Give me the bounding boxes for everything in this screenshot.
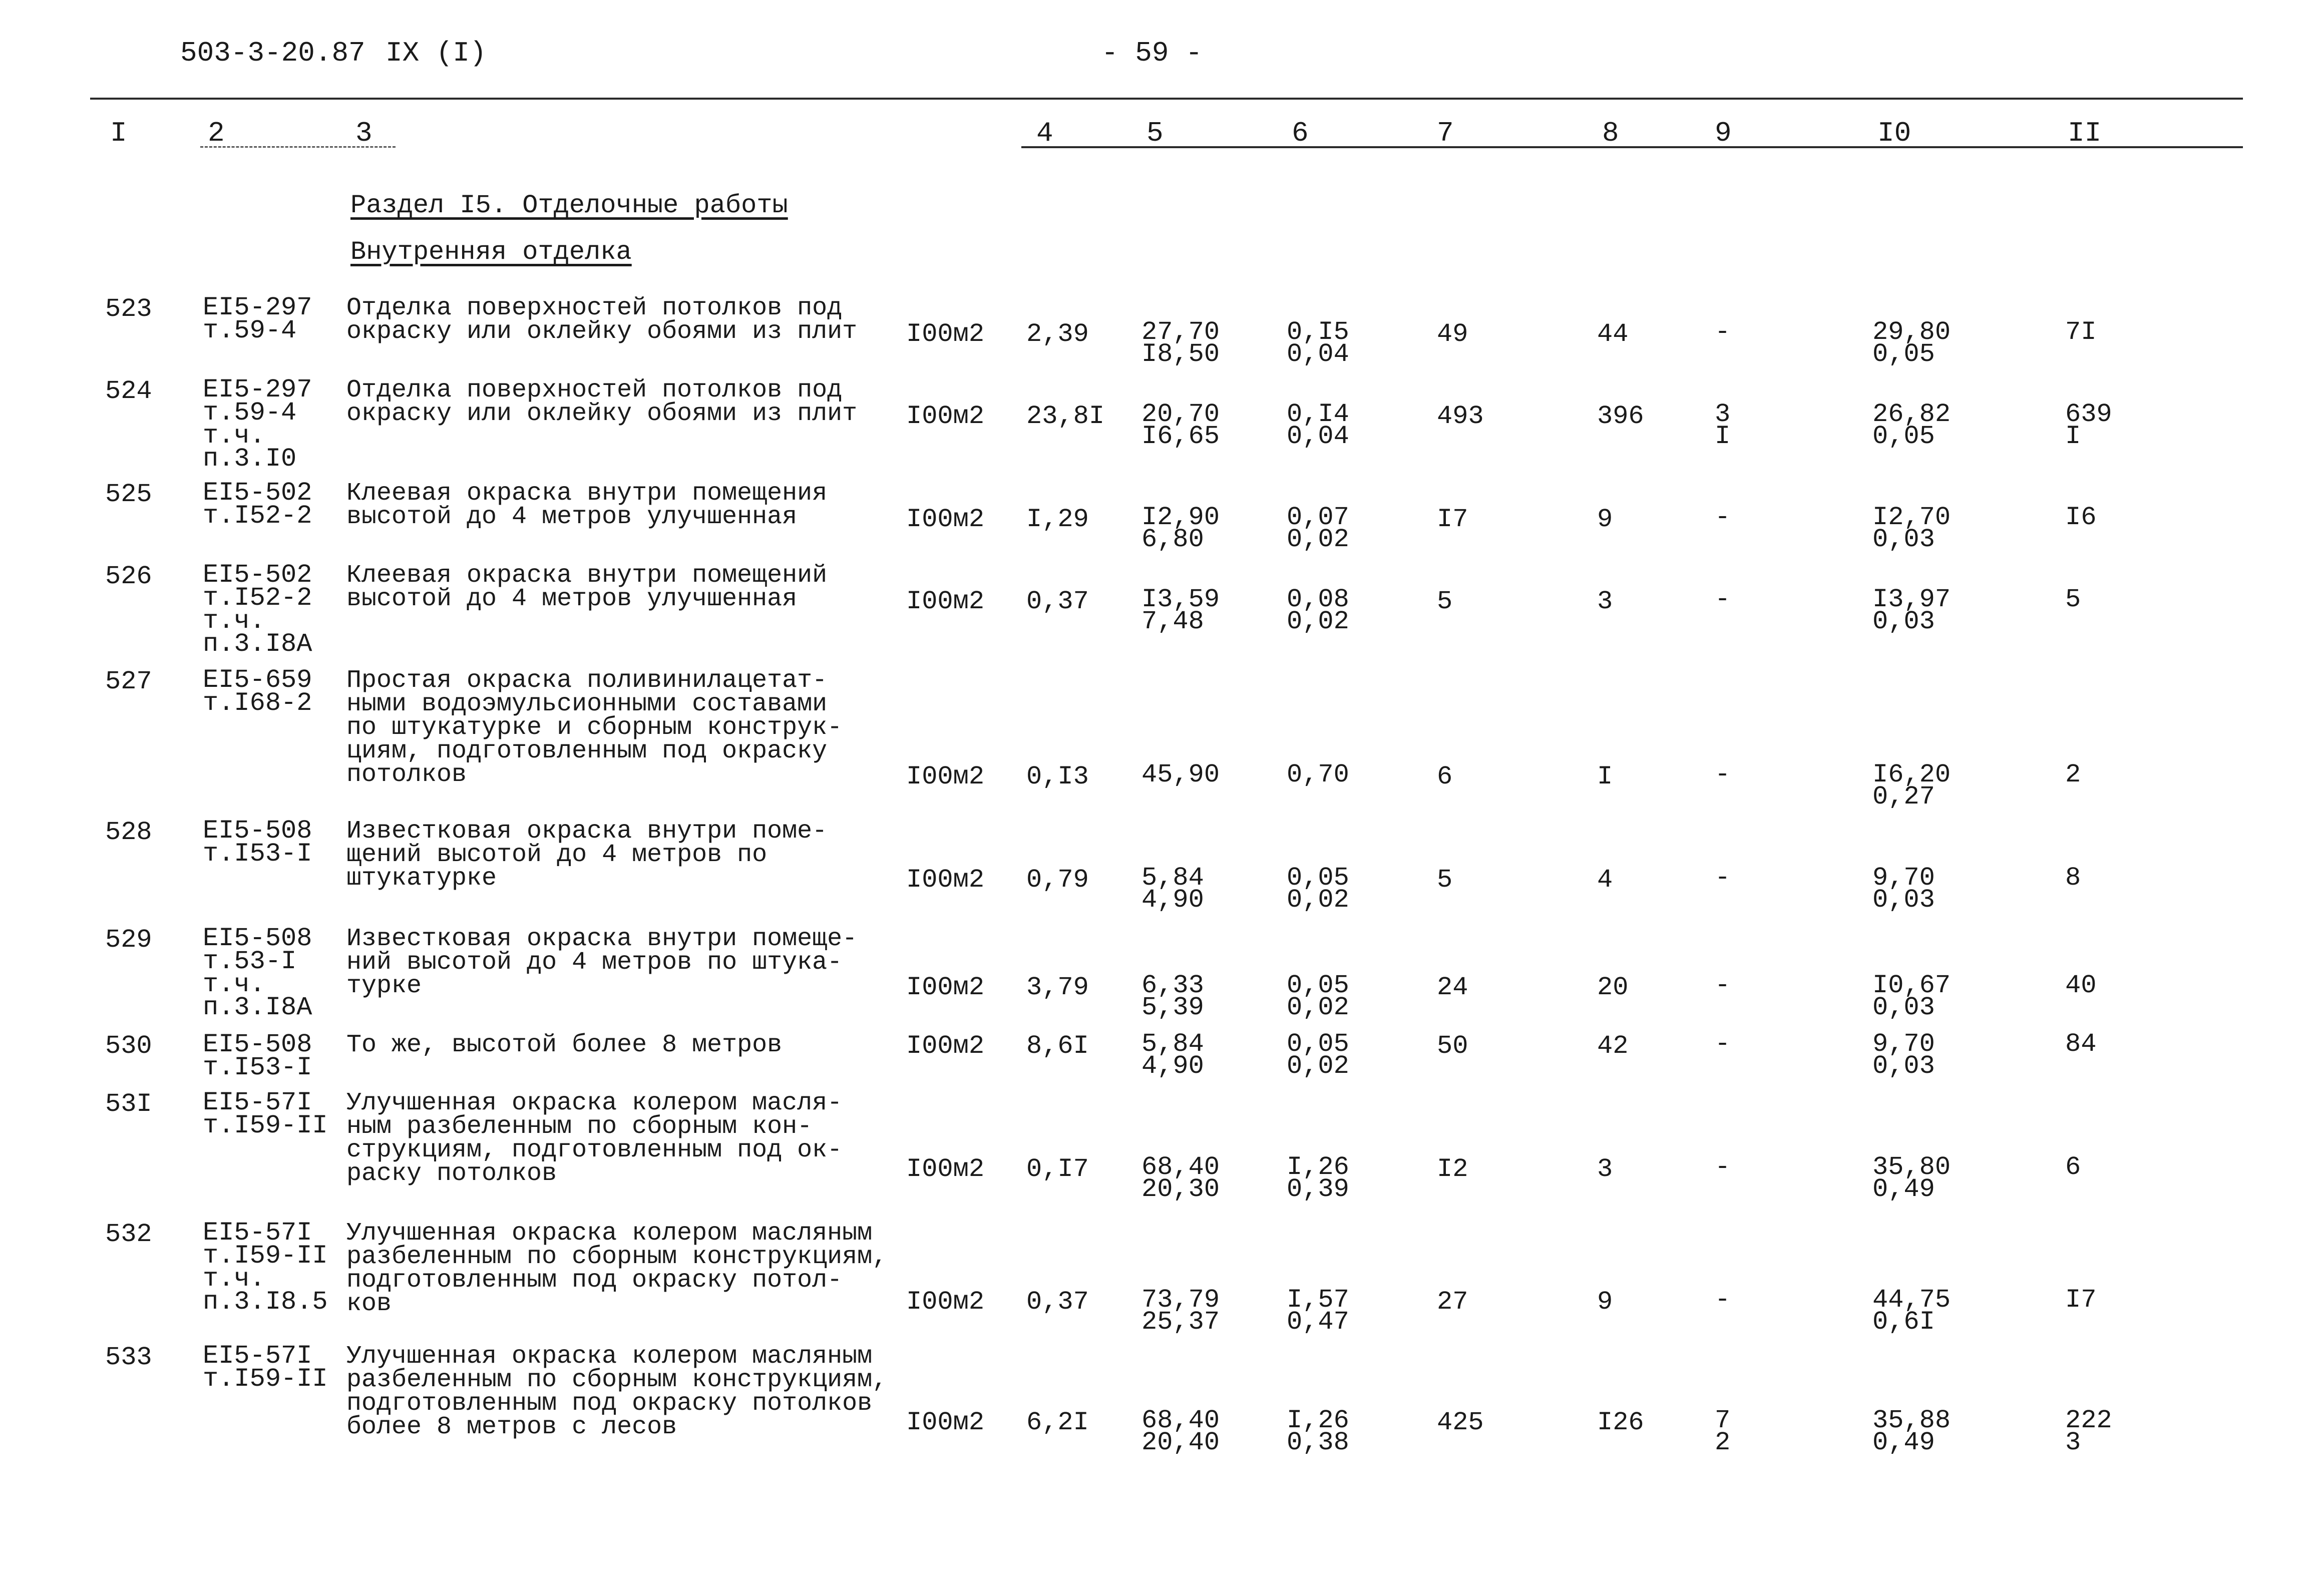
- labor-per-unit-cell: I2,70: [1872, 503, 1951, 532]
- labor-per-unit-cell: 0,03: [1872, 993, 1935, 1022]
- labor-total-cell: 3: [2065, 1428, 2081, 1457]
- work-description: Известковая окраска внутри помеще-: [346, 925, 858, 953]
- norm-code: EI5-297: [203, 293, 312, 322]
- labor-cost-cell: I,26: [1287, 1152, 1349, 1182]
- column-number: II: [2068, 117, 2102, 149]
- work-description: Улучшенная окраска колером масля-: [346, 1089, 843, 1117]
- labor-cost-cell: 0,47: [1287, 1307, 1349, 1337]
- norm-code: т.59-4: [203, 316, 297, 345]
- labor-total-cell: 222: [2065, 1406, 2112, 1435]
- wages-cell: 396: [1597, 402, 1644, 431]
- labor-per-unit-cell: 0,03: [1872, 1051, 1935, 1081]
- unit-cost-cell: I2,90: [1141, 503, 1220, 532]
- norm-code: EI5-508: [203, 816, 312, 846]
- total-cost-cell: 24: [1437, 973, 1468, 1002]
- labor-cost-cell: 0,70: [1287, 760, 1349, 789]
- wages-cell: 44: [1597, 319, 1629, 349]
- norm-code: EI5-508: [203, 1030, 312, 1059]
- total-cost-cell: 27: [1437, 1287, 1468, 1317]
- row-number: 525: [105, 480, 152, 509]
- labor-cost-cell: I,26: [1287, 1406, 1349, 1435]
- norm-code: EI5-502: [203, 560, 312, 590]
- quantity-cell: 8,6I: [1026, 1031, 1089, 1061]
- labor-total-cell: 639: [2065, 400, 2112, 429]
- labor-cost-cell: 0,02: [1287, 525, 1349, 554]
- total-cost-cell: I2: [1437, 1154, 1468, 1184]
- wages-cell: 3: [1597, 1154, 1613, 1184]
- norm-code: EI5-297: [203, 375, 312, 405]
- norm-code: EI5-57I: [203, 1341, 312, 1371]
- column-number: 5: [1146, 117, 1164, 149]
- machine-cost-cell: 2: [1715, 1428, 1731, 1457]
- labor-cost-cell: 0,02: [1287, 607, 1349, 636]
- norm-code: т.ч.: [203, 421, 265, 451]
- unit-cost-cell: 5,84: [1141, 863, 1204, 893]
- unit-cost-cell: 27,70: [1141, 317, 1220, 347]
- unit-cell: I00м2: [906, 587, 985, 616]
- norm-code: т.I68-2: [203, 688, 312, 718]
- work-description: Улучшенная окраска колером масляным: [346, 1219, 873, 1248]
- work-description: подготовленным под окраску потол-: [346, 1266, 843, 1295]
- wages-cell: 9: [1597, 505, 1613, 534]
- wages-cell: 4: [1597, 865, 1613, 895]
- unit-cost-cell: 20,30: [1141, 1174, 1220, 1204]
- labor-cost-cell: 0,04: [1287, 422, 1349, 451]
- work-description: потолков: [346, 760, 467, 789]
- work-description: окраску или оклейку обоями из плит: [346, 317, 858, 346]
- section-subtitle: Внутренняя отделка: [350, 237, 632, 267]
- column-number: I0: [1877, 117, 1911, 149]
- column-rule: [1021, 146, 2243, 148]
- work-description: Простая окраска поливинилацетат-: [346, 666, 828, 695]
- machine-cost-cell: -: [1715, 760, 1731, 789]
- total-cost-cell: 49: [1437, 319, 1468, 349]
- work-description: высотой до 4 метров улучшенная: [346, 503, 798, 531]
- unit-cell: I00м2: [906, 1408, 985, 1437]
- work-description: ным разбеленным по сборным кон-: [346, 1112, 813, 1141]
- work-description: высотой до 4 метров улучшенная: [346, 585, 798, 613]
- wages-cell: I26: [1597, 1408, 1644, 1437]
- norm-code: т.I52-2: [203, 583, 312, 613]
- quantity-cell: 23,8I: [1026, 402, 1105, 431]
- norm-code: EI5-57I: [203, 1088, 312, 1117]
- work-description: струкциям, подготовленным под ок-: [346, 1136, 843, 1164]
- norm-code: п.3.I8А: [203, 993, 312, 1022]
- work-description: турке: [346, 972, 422, 1000]
- doc-code: 503-3-20.87: [180, 37, 365, 69]
- unit-cost-cell: I3,59: [1141, 585, 1220, 614]
- unit-cell: I00м2: [906, 505, 985, 534]
- labor-per-unit-cell: 0,6I: [1872, 1307, 1935, 1337]
- column-rule: [200, 146, 396, 148]
- work-description: Улучшенная окраска колером масляным: [346, 1342, 873, 1371]
- unit-cell: I00м2: [906, 1154, 985, 1184]
- norm-code: EI5-508: [203, 924, 312, 953]
- machine-cost-cell: -: [1715, 1029, 1731, 1059]
- work-description: окраску или оклейку обоями из плит: [346, 400, 858, 428]
- quantity-cell: 0,79: [1026, 865, 1089, 895]
- row-number: 527: [105, 667, 152, 696]
- labor-total-cell: 5: [2065, 585, 2081, 614]
- unit-cost-cell: 20,70: [1141, 400, 1220, 429]
- machine-cost-cell: -: [1715, 971, 1731, 1000]
- page-number: - 59 -: [1101, 37, 1203, 69]
- row-number: 524: [105, 376, 152, 406]
- labor-per-unit-cell: 35,80: [1872, 1152, 1951, 1182]
- labor-per-unit-cell: 0,49: [1872, 1174, 1935, 1204]
- labor-total-cell: I6: [2065, 503, 2097, 532]
- machine-cost-cell: -: [1715, 1285, 1731, 1315]
- labor-per-unit-cell: 0,05: [1872, 339, 1935, 369]
- labor-per-unit-cell: 9,70: [1872, 1029, 1935, 1059]
- labor-per-unit-cell: 35,88: [1872, 1406, 1951, 1435]
- column-number: 8: [1602, 117, 1619, 149]
- labor-per-unit-cell: I3,97: [1872, 585, 1951, 614]
- labor-cost-cell: 0,05: [1287, 1029, 1349, 1059]
- norm-code: т.I59-II: [203, 1364, 328, 1394]
- labor-per-unit-cell: 0,27: [1872, 782, 1935, 812]
- header-top-rule: [90, 98, 2243, 100]
- machine-cost-cell: -: [1715, 863, 1731, 893]
- norm-code: т.I59-II: [203, 1241, 328, 1271]
- labor-cost-cell: 0,05: [1287, 863, 1349, 893]
- work-description: подготовленным под окраску потолков: [346, 1389, 873, 1418]
- unit-cell: I00м2: [906, 865, 985, 895]
- norm-code: п.3.I0: [203, 444, 297, 474]
- norm-code: т.53-I: [203, 947, 297, 976]
- quantity-cell: 6,2I: [1026, 1408, 1089, 1437]
- row-number: 533: [105, 1343, 152, 1372]
- section-title: Раздел I5. Отделочные работы: [350, 191, 788, 220]
- norm-code: п.3.I8А: [203, 629, 312, 659]
- unit-cost-cell: 6,33: [1141, 971, 1204, 1000]
- labor-per-unit-cell: 0,05: [1872, 422, 1935, 451]
- labor-total-cell: 8: [2065, 863, 2081, 893]
- labor-total-cell: 84: [2065, 1029, 2097, 1059]
- labor-per-unit-cell: I0,67: [1872, 971, 1951, 1000]
- labor-cost-cell: 0,38: [1287, 1428, 1349, 1457]
- wages-cell: 3: [1597, 587, 1613, 616]
- column-number: 6: [1292, 117, 1309, 149]
- row-number: 532: [105, 1220, 152, 1249]
- column-number: 7: [1437, 117, 1454, 149]
- unit-cost-cell: I8,50: [1141, 339, 1220, 369]
- machine-cost-cell: -: [1715, 503, 1731, 532]
- labor-total-cell: I7: [2065, 1285, 2097, 1315]
- unit-cost-cell: 7,48: [1141, 607, 1204, 636]
- work-description: циям, подготовленным под окраску: [346, 737, 828, 765]
- norm-code: т.I53-I: [203, 1053, 312, 1082]
- row-number: 530: [105, 1031, 152, 1061]
- quantity-cell: 2,39: [1026, 319, 1089, 349]
- quantity-cell: I,29: [1026, 505, 1089, 534]
- work-description: ков: [346, 1290, 392, 1318]
- work-description: Отделка поверхностей потолков под: [346, 376, 843, 405]
- labor-cost-cell: 0,I4: [1287, 400, 1349, 429]
- work-description: ний высотой до 4 метров по штука-: [346, 948, 843, 977]
- unit-cost-cell: 68,40: [1141, 1152, 1220, 1182]
- labor-cost-cell: 0,02: [1287, 885, 1349, 915]
- machine-cost-cell: -: [1715, 585, 1731, 614]
- machine-cost-cell: -: [1715, 317, 1731, 347]
- machine-cost-cell: -: [1715, 1152, 1731, 1182]
- quantity-cell: 3,79: [1026, 973, 1089, 1002]
- column-number: 9: [1715, 117, 1732, 149]
- norm-code: т.59-4: [203, 398, 297, 428]
- labor-total-cell: 2: [2065, 760, 2081, 789]
- norm-code: т.ч.: [203, 1264, 265, 1294]
- labor-total-cell: 40: [2065, 971, 2097, 1000]
- total-cost-cell: 6: [1437, 762, 1453, 791]
- labor-cost-cell: 0,02: [1287, 993, 1349, 1022]
- total-cost-cell: 425: [1437, 1408, 1484, 1437]
- unit-cost-cell: 4,90: [1141, 1051, 1204, 1081]
- work-description: более 8 метров с лесов: [346, 1413, 677, 1441]
- unit-cell: I00м2: [906, 762, 985, 791]
- row-number: 523: [105, 294, 152, 324]
- unit-cost-cell: 6,80: [1141, 525, 1204, 554]
- labor-per-unit-cell: I6,20: [1872, 760, 1951, 789]
- total-cost-cell: 493: [1437, 402, 1484, 431]
- quantity-cell: 0,37: [1026, 1287, 1089, 1317]
- unit-cell: I00м2: [906, 973, 985, 1002]
- machine-cost-cell: 7: [1715, 1406, 1731, 1435]
- labor-cost-cell: 0,08: [1287, 585, 1349, 614]
- labor-per-unit-cell: 9,70: [1872, 863, 1935, 893]
- norm-code: т.I59-II: [203, 1111, 328, 1140]
- unit-cost-cell: 4,90: [1141, 885, 1204, 915]
- unit-cell: I00м2: [906, 1287, 985, 1317]
- labor-cost-cell: 0,07: [1287, 503, 1349, 532]
- work-description: по штукатурке и сборным конструк-: [346, 713, 843, 742]
- work-description: штукатурке: [346, 864, 497, 893]
- row-number: 529: [105, 925, 152, 955]
- work-description: Клеевая окраска внутри помещения: [346, 479, 828, 508]
- labor-per-unit-cell: 26,82: [1872, 400, 1951, 429]
- doc-part: IX (I): [386, 37, 487, 69]
- row-number: 53I: [105, 1089, 152, 1119]
- total-cost-cell: 5: [1437, 865, 1453, 895]
- wages-cell: I: [1597, 762, 1613, 791]
- machine-cost-cell: I: [1715, 422, 1731, 451]
- row-number: 528: [105, 818, 152, 847]
- column-number: 3: [355, 117, 372, 149]
- row-number: 526: [105, 562, 152, 591]
- unit-cell: I00м2: [906, 319, 985, 349]
- unit-cost-cell: 25,37: [1141, 1307, 1220, 1337]
- work-description: щений высотой до 4 метров по: [346, 841, 767, 869]
- norm-code: т.ч.: [203, 970, 265, 999]
- work-description: разбеленным по сборным конструкциям,: [346, 1366, 888, 1394]
- unit-cost-cell: 73,79: [1141, 1285, 1220, 1315]
- unit-cost-cell: 5,39: [1141, 993, 1204, 1022]
- work-description: Известковая окраска внутри поме-: [346, 817, 828, 846]
- norm-code: п.3.I8.5: [203, 1287, 328, 1317]
- unit-cell: I00м2: [906, 1031, 985, 1061]
- unit-cell: I00м2: [906, 402, 985, 431]
- norm-code: EI5-57I: [203, 1218, 312, 1248]
- work-description: раску потолков: [346, 1159, 557, 1188]
- unit-cost-cell: 5,84: [1141, 1029, 1204, 1059]
- labor-per-unit-cell: 0,03: [1872, 525, 1935, 554]
- norm-code: EI5-502: [203, 478, 312, 508]
- quantity-cell: 0,I7: [1026, 1154, 1089, 1184]
- work-description: Клеевая окраска внутри помещений: [346, 561, 828, 590]
- wages-cell: 20: [1597, 973, 1629, 1002]
- unit-cost-cell: 45,90: [1141, 760, 1220, 789]
- norm-code: EI5-659: [203, 665, 312, 695]
- work-description: То же, высотой более 8 метров: [346, 1031, 783, 1059]
- wages-cell: 9: [1597, 1287, 1613, 1317]
- work-description: разбеленным по сборным конструкциям,: [346, 1243, 888, 1271]
- norm-code: т.I52-2: [203, 501, 312, 531]
- labor-cost-cell: I,57: [1287, 1285, 1349, 1315]
- column-number: 2: [208, 117, 225, 149]
- labor-per-unit-cell: 44,75: [1872, 1285, 1951, 1315]
- total-cost-cell: I7: [1437, 505, 1468, 534]
- quantity-cell: 0,I3: [1026, 762, 1089, 791]
- labor-per-unit-cell: 29,80: [1872, 317, 1951, 347]
- labor-cost-cell: 0,I5: [1287, 317, 1349, 347]
- labor-total-cell: I: [2065, 422, 2081, 451]
- column-number: I: [110, 117, 127, 149]
- work-description: ными водоэмульсионными составами: [346, 690, 828, 718]
- unit-cost-cell: 68,40: [1141, 1406, 1220, 1435]
- wages-cell: 42: [1597, 1031, 1629, 1061]
- labor-total-cell: 7I: [2065, 317, 2097, 347]
- labor-per-unit-cell: 0,03: [1872, 607, 1935, 636]
- total-cost-cell: 5: [1437, 587, 1453, 616]
- labor-cost-cell: 0,39: [1287, 1174, 1349, 1204]
- labor-cost-cell: 0,02: [1287, 1051, 1349, 1081]
- work-description: Отделка поверхностей потолков под: [346, 294, 843, 322]
- unit-cost-cell: I6,65: [1141, 422, 1220, 451]
- norm-code: т.ч.: [203, 606, 265, 636]
- labor-per-unit-cell: 0,03: [1872, 885, 1935, 915]
- norm-code: т.I53-I: [203, 839, 312, 869]
- labor-per-unit-cell: 0,49: [1872, 1428, 1935, 1457]
- quantity-cell: 0,37: [1026, 587, 1089, 616]
- labor-total-cell: 6: [2065, 1152, 2081, 1182]
- labor-cost-cell: 0,04: [1287, 339, 1349, 369]
- labor-cost-cell: 0,05: [1287, 971, 1349, 1000]
- unit-cost-cell: 20,40: [1141, 1428, 1220, 1457]
- total-cost-cell: 50: [1437, 1031, 1468, 1061]
- column-number: 4: [1036, 117, 1053, 149]
- machine-cost-cell: 3: [1715, 400, 1731, 429]
